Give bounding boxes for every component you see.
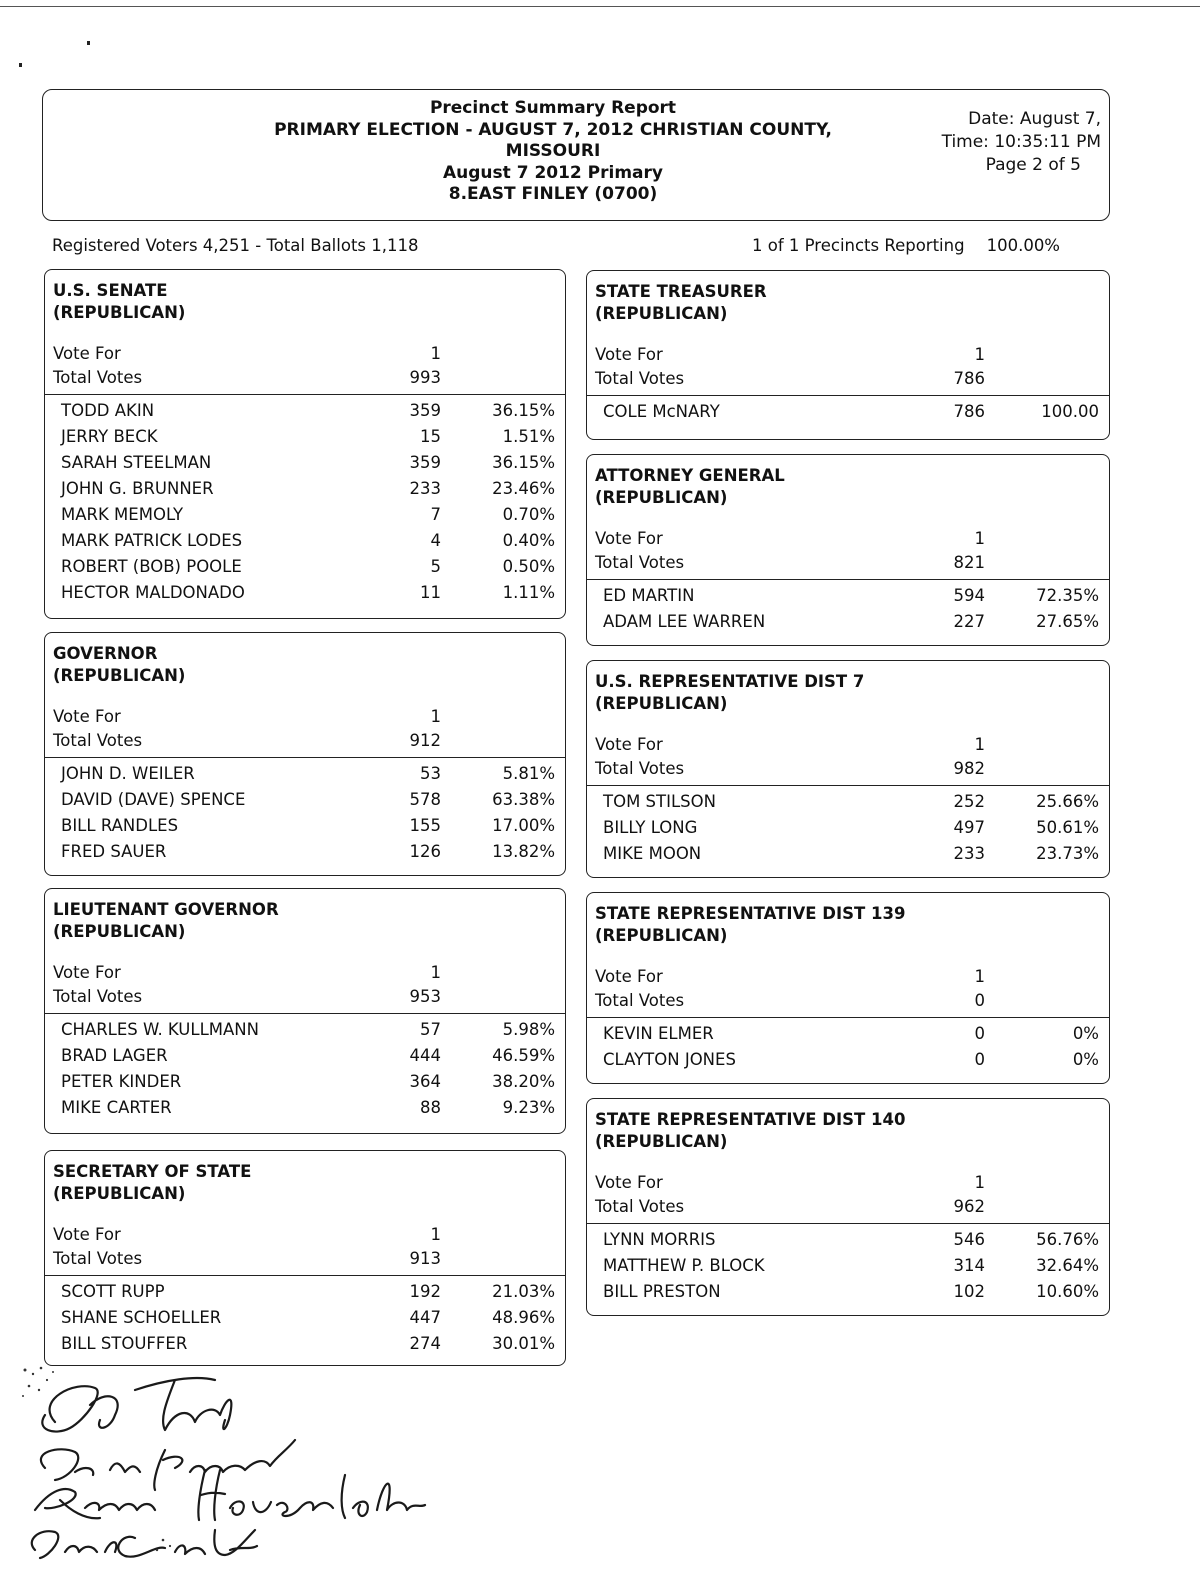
results-divider [587,1017,1109,1018]
candidate-name: BILL PRESTON [603,1282,721,1301]
race-party: (REPUBLICAN) [595,694,728,713]
candidate-row [61,1305,565,1331]
candidate-name: TODD AKIN [61,401,155,420]
candidate-votes: 252 [953,792,985,811]
total-votes-value: 821 [953,553,985,572]
candidate-name: HECTOR MALDONADO [61,583,245,602]
candidate-votes: 53 [420,764,441,783]
vote-for-value: 1 [974,735,985,754]
vote-for-label: Vote For [53,963,121,982]
vote-for-row [53,961,565,985]
candidate-percent: 25.66% [1036,792,1099,811]
race-title: U.S. REPRESENTATIVE DIST 7 [595,672,865,691]
candidate-name: ROBERT (BOB) POOLE [61,557,242,576]
candidate-row [603,789,1109,815]
candidate-percent: 0.50% [502,557,555,576]
candidate-votes: 5 [430,557,441,576]
vote-for-label: Vote For [53,1225,121,1244]
official-signatures [15,1360,435,1570]
candidate-name: COLE McNARY [603,402,720,421]
total-votes-label: Total Votes [53,731,143,750]
candidate-row [61,476,565,502]
candidate-votes: 364 [409,1072,441,1091]
candidate-row [603,609,1109,635]
candidate-name: MARK MEMOLY [61,505,184,524]
race-title: STATE REPRESENTATIVE DIST 140 [595,1110,906,1129]
candidate-name: DAVID (DAVE) SPENCE [61,790,246,809]
candidate-percent: 21.03% [492,1282,555,1301]
candidate-row [61,398,565,424]
vote-for-row [53,1223,565,1247]
candidate-row [61,1043,565,1069]
scan-top-line [0,6,1200,7]
precincts-reporting-percent: 100.00% [986,236,1060,255]
candidate-row [603,815,1109,841]
vote-for-value: 1 [974,967,985,986]
candidate-percent: 0% [1072,1050,1099,1069]
candidate-row [61,1069,565,1095]
race-party: (REPUBLICAN) [595,488,728,507]
candidate-votes: 578 [409,790,441,809]
candidate-row [61,450,565,476]
total-votes-value: 953 [409,987,441,1006]
candidate-percent: 13.82% [492,842,555,861]
candidate-row [603,399,1109,425]
candidate-votes: 594 [953,586,985,605]
candidate-votes: 314 [953,1256,985,1275]
race-box-lieutenant-governor [44,888,566,1134]
vote-for-value: 1 [974,1173,985,1192]
race-party: (REPUBLICAN) [53,666,186,685]
candidate-votes: 233 [953,844,985,863]
total-votes-value: 786 [953,369,985,388]
vote-for-label: Vote For [595,735,663,754]
candidate-name: MIKE MOON [603,844,702,863]
race-title-block [53,643,185,687]
candidate-name: BILL STOUFFER [61,1334,188,1353]
vote-for-row [595,965,1109,989]
total-votes-value: 993 [409,368,441,387]
registered-voters-summary: Registered Voters 4,251 - Total Ballots 1,118 [52,236,419,255]
candidate-row [61,839,565,865]
candidate-name: CLAYTON JONES [603,1050,736,1069]
race-title-block [595,671,864,715]
candidate-votes: 786 [953,402,985,421]
candidate-percent: 36.15% [492,401,555,420]
candidate-percent: 10.60% [1036,1282,1099,1301]
results-divider [45,1275,565,1276]
total-votes-value: 982 [953,759,985,778]
candidate-percent: 50.61% [1036,818,1099,837]
vote-for-row [595,343,1109,367]
race-box-secretary-of-state [44,1150,566,1366]
candidate-votes: 444 [409,1046,441,1065]
candidate-percent: 23.73% [1036,844,1099,863]
vote-for-value: 1 [430,963,441,982]
candidate-row [61,1331,565,1357]
results-divider [45,1013,565,1014]
candidate-name: JERRY BECK [61,427,158,446]
candidate-row [603,1047,1109,1073]
candidate-votes: 274 [409,1334,441,1353]
candidate-percent: 27.65% [1036,612,1099,631]
candidate-votes: 447 [409,1308,441,1327]
candidate-percent: 30.01% [492,1334,555,1353]
vote-for-label: Vote For [595,529,663,548]
candidate-percent: 0.40% [502,531,555,550]
candidate-row [603,1227,1109,1253]
vote-for-value: 1 [430,707,441,726]
candidate-votes: 15 [420,427,441,446]
header-titles [193,98,913,206]
candidate-votes: 11 [420,583,441,602]
candidate-name: KEVIN ELMER [603,1024,714,1043]
report-title: Precinct Summary Report [429,98,677,118]
signature-1 [42,1378,231,1432]
results-divider [587,395,1109,396]
total-votes-row [595,989,1109,1013]
candidate-name: LYNN MORRIS [603,1230,716,1249]
candidate-row [61,813,565,839]
total-votes-row [53,1247,565,1271]
candidate-percent: 32.64% [1036,1256,1099,1275]
race-title: U.S. SENATE [53,281,168,300]
race-title-block [53,280,185,324]
race-title: SECRETARY OF STATE [53,1162,252,1181]
race-box-governor [44,632,566,876]
race-party: (REPUBLICAN) [53,1184,186,1203]
candidate-percent: 1.51% [502,427,555,446]
vote-for-value: 1 [974,345,985,364]
vote-for-row [595,527,1109,551]
race-title: LIEUTENANT GOVERNOR [53,900,279,919]
candidate-name: SARAH STEELMAN [61,453,212,472]
candidate-percent: 100.00 [1041,402,1099,421]
total-votes-row [53,729,565,753]
race-title-block [595,903,905,947]
candidate-votes: 192 [409,1282,441,1301]
total-votes-value: 962 [953,1197,985,1216]
vote-for-label: Vote For [53,344,121,363]
candidate-row [61,528,565,554]
signature-2 [41,1440,295,1490]
candidate-name: BILLY LONG [603,818,698,837]
race-title-block [595,465,785,509]
precinct-name: 8.EAST FINLEY (0700) [448,184,658,204]
race-party: (REPUBLICAN) [53,922,186,941]
total-votes-label: Total Votes [595,553,685,572]
candidate-name: JOHN D. WEILER [61,764,195,783]
vote-for-value: 1 [430,1225,441,1244]
total-votes-row [595,367,1109,391]
candidate-row [603,1021,1109,1047]
vote-for-label: Vote For [595,345,663,364]
election-title-line2: MISSOURI [505,141,601,161]
candidate-percent: 36.15% [492,453,555,472]
candidate-votes: 233 [409,479,441,498]
candidate-percent: 5.98% [502,1020,555,1039]
race-title: GOVERNOR [53,644,158,663]
candidate-percent: 63.38% [492,790,555,809]
candidate-percent: 0% [1072,1024,1099,1043]
candidate-votes: 155 [409,816,441,835]
candidate-row [61,502,565,528]
signature-4 [32,1530,257,1558]
report-header [42,89,1110,221]
candidate-votes: 497 [953,818,985,837]
total-votes-label: Total Votes [595,369,685,388]
candidate-row [61,580,565,606]
candidate-row [603,583,1109,609]
total-votes-row [595,551,1109,575]
vote-for-value: 1 [974,529,985,548]
candidate-row [61,1017,565,1043]
race-box-u-s-senate [44,269,566,619]
vote-for-label: Vote For [595,967,663,986]
total-votes-row [53,366,565,390]
candidate-name: MIKE CARTER [61,1098,172,1117]
race-party: (REPUBLICAN) [595,1132,728,1151]
results-divider [45,394,565,395]
total-votes-value: 0 [974,991,985,1010]
race-title: STATE TREASURER [595,282,767,301]
vote-for-label: Vote For [595,1173,663,1192]
race-title-block [53,899,279,943]
candidate-votes: 359 [409,401,441,420]
candidate-percent: 72.35% [1036,586,1099,605]
race-party: (REPUBLICAN) [595,304,728,323]
candidate-percent: 9.23% [502,1098,555,1117]
scan-speck [19,63,22,67]
total-votes-row [53,985,565,1009]
candidate-row [61,787,565,813]
results-divider [587,785,1109,786]
candidate-row [603,841,1109,867]
total-votes-value: 913 [409,1249,441,1268]
page-number: Page 2 of 5 [985,155,1081,175]
race-title-block [595,281,767,325]
candidate-percent: 5.81% [502,764,555,783]
total-votes-label: Total Votes [595,1197,685,1216]
race-title: ATTORNEY GENERAL [595,466,785,485]
vote-for-value: 1 [430,344,441,363]
candidate-votes: 4 [430,531,441,550]
candidate-percent: 23.46% [492,479,555,498]
candidate-row [61,554,565,580]
candidate-row [61,761,565,787]
candidate-row [603,1253,1109,1279]
election-title-line1: PRIMARY ELECTION - AUGUST 7, 2012 CHRISTIAN COUNTY, [274,119,832,140]
precincts-reporting [752,236,1060,255]
candidate-name: FRED SAUER [61,842,167,861]
race-box-attorney-general [586,454,1110,646]
race-title: STATE REPRESENTATIVE DIST 139 [595,904,906,923]
election-name: August 7 2012 Primary [443,162,663,183]
candidate-name: MARK PATRICK LODES [61,531,243,550]
candidate-row [603,1279,1109,1305]
report-date: Date: August 7, [968,109,1101,129]
candidate-percent: 17.00% [492,816,555,835]
total-votes-row [595,757,1109,781]
race-box-state-representative-dist-139 [586,892,1110,1084]
candidate-row [61,1279,565,1305]
report-time: Time: 10:35:11 PM [941,132,1101,152]
total-votes-value: 912 [409,731,441,750]
candidate-votes: 126 [409,842,441,861]
candidate-percent: 38.20% [492,1072,555,1091]
total-votes-label: Total Votes [595,759,685,778]
candidate-name: JOHN G. BRUNNER [61,479,214,498]
candidate-votes: 0 [974,1024,985,1043]
vote-for-label: Vote For [53,707,121,726]
candidate-name: ED MARTIN [603,586,695,605]
race-party: (REPUBLICAN) [53,303,186,322]
total-votes-label: Total Votes [53,987,143,1006]
candidate-percent: 1.11% [502,583,555,602]
precincts-reporting-text: 1 of 1 Precincts Reporting [752,236,965,255]
candidate-votes: 359 [409,453,441,472]
vote-for-row [53,705,565,729]
total-votes-label: Total Votes [53,368,143,387]
vote-for-row [595,1171,1109,1195]
candidate-percent: 48.96% [492,1308,555,1327]
total-votes-label: Total Votes [595,991,685,1010]
race-title-block [595,1109,905,1153]
candidate-name: PETER KINDER [61,1072,182,1091]
candidate-votes: 227 [953,612,985,631]
candidate-name: BRAD LAGER [61,1046,168,1065]
results-divider [587,1223,1109,1224]
race-box-state-representative-dist-140 [586,1098,1110,1316]
vote-for-row [53,342,565,366]
candidate-votes: 7 [430,505,441,524]
signature-3 [35,1470,425,1520]
candidate-percent: 0.70% [502,505,555,524]
candidate-name: TOM STILSON [603,792,716,811]
candidate-name: BILL RANDLES [61,816,179,835]
header-meta [911,108,1101,177]
candidate-name: SCOTT RUPP [61,1282,165,1301]
candidate-percent: 56.76% [1036,1230,1099,1249]
candidate-percent: 46.59% [492,1046,555,1065]
results-divider [587,579,1109,580]
race-party: (REPUBLICAN) [595,926,728,945]
vote-for-row [595,733,1109,757]
race-box-u-s-representative-dist-7 [586,660,1110,878]
total-votes-row [595,1195,1109,1219]
candidate-name: ADAM LEE WARREN [603,612,766,631]
candidate-name: MATTHEW P. BLOCK [603,1256,765,1275]
results-divider [45,757,565,758]
candidate-votes: 546 [953,1230,985,1249]
candidate-votes: 102 [953,1282,985,1301]
candidate-name: SHANE SCHOELLER [61,1308,222,1327]
total-votes-label: Total Votes [53,1249,143,1268]
candidate-votes: 57 [420,1020,441,1039]
race-title-block [53,1161,251,1205]
candidate-votes: 0 [974,1050,985,1069]
candidate-row [61,424,565,450]
scan-speck [87,41,90,45]
candidate-row [61,1095,565,1121]
race-box-state-treasurer [586,270,1110,440]
candidate-name: CHARLES W. KULLMANN [61,1020,259,1039]
candidate-votes: 88 [420,1098,441,1117]
